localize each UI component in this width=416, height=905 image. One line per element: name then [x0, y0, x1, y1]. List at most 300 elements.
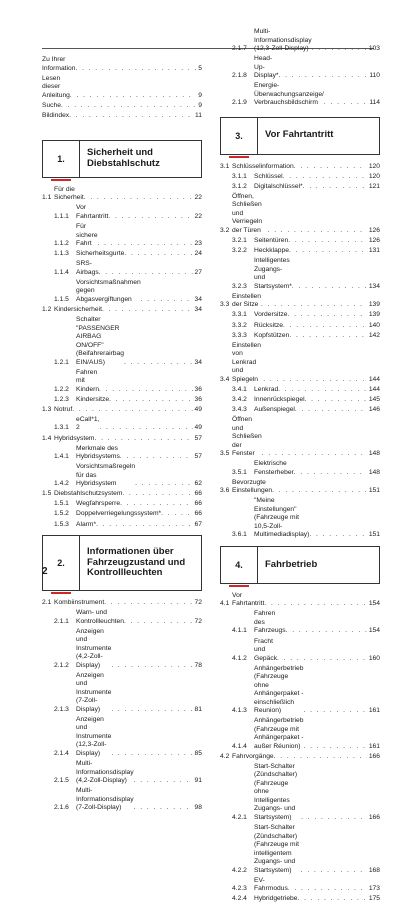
- entry-title: Vor Fahrtantritt: [76, 204, 109, 220]
- entry-page: 22: [194, 212, 202, 220]
- entry-title: Intelligentes Zugangs- und Startsystem*: [254, 257, 292, 290]
- entry-number: 3.5: [220, 450, 230, 458]
- entry-number: 4.2: [220, 752, 230, 760]
- toc-entry[interactable]: [220, 416, 380, 459]
- entry-page: 34: [194, 295, 202, 303]
- entry-page: 121: [368, 182, 380, 190]
- dot-leader: [303, 707, 366, 716]
- chapter-3-entries: [220, 163, 380, 540]
- entry-title: Innenrückspiegel: [254, 395, 305, 403]
- entry-number: 1.2.1: [54, 358, 69, 366]
- toc-entry[interactable]: [42, 510, 202, 519]
- entry-title: Doppelverriegelungssystem*: [76, 510, 162, 518]
- dot-leader: [294, 469, 367, 478]
- toc-entry[interactable]: [42, 521, 202, 530]
- entry-number: 3.4.1: [232, 385, 247, 393]
- toc-entry[interactable]: [42, 787, 202, 813]
- toc-entry[interactable]: [220, 322, 380, 331]
- intro-entries: [42, 56, 202, 120]
- dot-leader: [99, 269, 193, 278]
- toc-entry[interactable]: [220, 396, 380, 405]
- toc-entry[interactable]: [42, 599, 202, 608]
- entry-title: Anzeigen und Instrumente (12,3-Zoll-Display): [76, 715, 112, 757]
- dot-leader: [283, 173, 367, 182]
- toc-entry[interactable]: [220, 460, 380, 477]
- dot-leader: [141, 296, 193, 305]
- dot-leader: [111, 662, 192, 671]
- entry-page: 57: [194, 434, 202, 442]
- dot-leader: [111, 706, 192, 715]
- entry-title: Kombiinstrument: [54, 599, 105, 607]
- entry-title: Energie-Überwachungsanzeige/ Verbrauchsbildschirm: [254, 82, 324, 107]
- entry-page: 146: [368, 406, 380, 413]
- entry-page: 36: [194, 395, 202, 403]
- entry-number: 1.2: [42, 305, 52, 313]
- entry-number: 4.1.3: [232, 707, 247, 715]
- chapter-number: 1.: [43, 141, 80, 177]
- toc-entry[interactable]: [42, 56, 202, 73]
- toc-entry[interactable]: [42, 445, 202, 462]
- toc-entry[interactable]: [220, 895, 380, 904]
- toc-entry[interactable]: [220, 257, 380, 291]
- dot-leader: [69, 112, 193, 121]
- entry-title: Für die Sicherheit: [54, 185, 84, 202]
- entry-page: 151: [368, 531, 380, 539]
- entry-number: 1.1: [42, 194, 52, 202]
- dot-leader: [99, 424, 192, 433]
- dot-leader: [301, 814, 367, 823]
- entry-page: 114: [369, 99, 380, 107]
- entry-title: Anhängerbetrieb (Fahrzeuge ohne Anhängerpaket - einschließlich Reunion): [254, 664, 304, 715]
- toc-entry[interactable]: [220, 237, 380, 246]
- page-number: 2: [42, 566, 48, 577]
- toc-entry[interactable]: [220, 386, 380, 395]
- entry-number: 2.1.9: [232, 99, 247, 107]
- entry-title: Seitentüren: [254, 237, 289, 245]
- entry-title: Zu Ihrer Information: [42, 56, 76, 72]
- dot-leader: [301, 867, 367, 876]
- entry-page: 34: [194, 305, 202, 313]
- toc-entry[interactable]: [220, 753, 380, 762]
- entry-number: 3.4.2: [232, 395, 247, 403]
- entry-page: 62: [194, 480, 202, 488]
- toc-entry[interactable]: [220, 55, 380, 81]
- entry-title: Multi-Informationsdisplay (4,2-Zoll-Display): [76, 760, 134, 785]
- entry-title: Kindersicherheit: [54, 305, 102, 313]
- entry-number: 3.6: [220, 487, 230, 495]
- entry-title: "Meine Einstellungen" (Fahrzeuge mit 10,5-Zoll-Multimediadisplay): [254, 497, 310, 539]
- dot-leader: [309, 531, 366, 540]
- toc-entry[interactable]: [42, 435, 202, 444]
- entry-page: 139: [368, 311, 380, 319]
- entry-title: Warn- und Kontrollleuchten: [76, 609, 124, 625]
- dot-leader: [124, 618, 193, 627]
- toc-entry[interactable]: [220, 183, 380, 192]
- chapter-3-box[interactable]: [220, 117, 380, 155]
- entry-page: 151: [368, 487, 380, 495]
- entry-title: Fahren mit Kindern: [76, 368, 100, 393]
- entry-number: 2.1.1: [54, 617, 69, 625]
- toc-entry[interactable]: [42, 316, 202, 367]
- entry-title: Hybridgetriebe: [254, 895, 298, 903]
- dot-leader: [120, 453, 193, 462]
- dot-leader: [305, 396, 367, 405]
- entry-page: 120: [368, 162, 380, 170]
- chapter-number: 4.: [221, 547, 258, 583]
- toc-entry[interactable]: [220, 342, 380, 385]
- dot-leader: [295, 406, 367, 415]
- entry-number: 3.4.3: [232, 406, 247, 413]
- entry-number: 4.2.2: [232, 866, 247, 874]
- chapter-title: Vor Fahrtantritt: [265, 129, 334, 141]
- dot-leader: [135, 480, 192, 489]
- entry-title: Hybridsystem: [54, 434, 95, 442]
- toc-entry[interactable]: [220, 665, 380, 716]
- dot-leader: [263, 376, 367, 385]
- entry-title: Sicherheitsgurte: [76, 250, 125, 258]
- entry-title: Start-Schalter (Zündschalter) (Fahrzeuge mit intelligentem Zugangs- und Startsystem): [254, 824, 299, 874]
- entry-number: 2.1.2: [54, 661, 69, 669]
- entry-number: 1.5.2: [54, 510, 69, 518]
- entry-title: Anzeigen und Instrumente (7-Zoll-Display): [76, 671, 112, 713]
- entry-number: 4.2.4: [232, 895, 247, 903]
- entry-number: 3.3: [220, 301, 230, 309]
- toc-entry[interactable]: [220, 173, 380, 182]
- entry-page: 168: [368, 866, 380, 874]
- entry-number: 3.1: [220, 162, 230, 170]
- continued-entries: [220, 28, 380, 108]
- dot-leader: [286, 627, 367, 636]
- dot-leader: [72, 406, 192, 415]
- dot-leader: [289, 247, 367, 256]
- toc-entry[interactable]: [42, 186, 202, 203]
- entry-title: Bildindex: [42, 111, 70, 119]
- toc-entry[interactable]: [42, 112, 202, 121]
- entry-number: 2.1.3: [54, 705, 69, 713]
- entry-number: 1.5.1: [54, 500, 69, 508]
- entry-title: Head-Up-Display*: [254, 55, 279, 80]
- entry-page: 144: [368, 385, 380, 393]
- entry-number: 2.1.7: [232, 45, 247, 52]
- entry-number: 2.1: [42, 599, 52, 607]
- entry-number: 1.3.1: [54, 424, 69, 432]
- entry-page: 49: [194, 424, 202, 432]
- toc-entry[interactable]: [220, 497, 380, 540]
- entry-title: Vorsichtsmaßnahmen gegen Abgasvergiftungen: [76, 278, 141, 303]
- dot-leader: [102, 306, 193, 315]
- dot-leader: [98, 240, 193, 249]
- entry-number: 3.2.3: [232, 282, 247, 290]
- entry-number: 2.1.6: [54, 804, 69, 812]
- entry-page: 175: [368, 895, 380, 903]
- entry-title: Anhängerbetrieb (Fahrzeuge mit Anhängerpaket - außer Réunion): [254, 717, 304, 750]
- entry-page: 166: [368, 813, 380, 821]
- entry-page: 66: [194, 510, 202, 518]
- entry-title: Fracht und Gepäck: [254, 637, 278, 662]
- entry-page: 27: [194, 268, 202, 276]
- entry-number: 3.3.2: [232, 321, 247, 329]
- entry-page: 160: [368, 654, 380, 662]
- toc-entry[interactable]: [42, 406, 202, 415]
- toc-entry[interactable]: [220, 311, 380, 320]
- toc-entry[interactable]: [42, 490, 202, 499]
- dot-leader: [75, 65, 196, 74]
- dot-leader: [268, 227, 367, 236]
- toc-entry[interactable]: [42, 223, 202, 249]
- toc-entry[interactable]: [42, 75, 202, 101]
- toc-entry[interactable]: [220, 332, 380, 341]
- entry-title: Öffnen, Schließen und Verriegeln der Türen: [232, 192, 263, 234]
- dot-leader: [292, 283, 367, 292]
- toc-entry[interactable]: [220, 638, 380, 664]
- entry-page: 161: [368, 742, 380, 750]
- toc-entry[interactable]: [42, 760, 202, 786]
- entry-page: 161: [368, 707, 380, 715]
- dot-leader: [272, 487, 367, 496]
- chapter-title: Informationen über Fahrzeugzustand und Kontrollleuchten: [87, 546, 186, 579]
- toc-entry[interactable]: [42, 250, 202, 259]
- toc-entry[interactable]: [42, 369, 202, 395]
- entry-title: Digitalschlüssel*: [254, 182, 303, 190]
- entry-page: 103: [368, 45, 380, 52]
- entry-title: Wegfahrsperre: [76, 500, 121, 508]
- entry-title: Lenkrad: [254, 385, 279, 393]
- entry-page: 142: [368, 331, 380, 339]
- dot-leader: [84, 194, 193, 203]
- entry-title: EV-Fahrmodus: [254, 876, 288, 893]
- entry-title: Kopfstützen: [254, 331, 290, 339]
- entry-title: Fahrvorgänge: [232, 752, 274, 760]
- entry-number: 4.1: [220, 600, 230, 608]
- dot-leader: [120, 500, 192, 509]
- entry-page: 98: [194, 804, 202, 812]
- entry-number: 3.3.1: [232, 311, 247, 319]
- entry-number: 1.1.2: [54, 240, 69, 248]
- dot-leader: [303, 183, 367, 192]
- entry-page: 154: [368, 600, 380, 608]
- entry-title: Schlüsselinformation: [232, 162, 294, 170]
- entry-title: Merkmale des Hybridsystems: [76, 444, 120, 461]
- entry-number: 1.2.2: [54, 385, 69, 393]
- dot-leader: [124, 250, 192, 259]
- dot-leader: [111, 750, 192, 759]
- entry-number: 1.1.5: [54, 295, 69, 303]
- entry-title: Multi-Informationsdisplay (7-Zoll-Display): [76, 787, 134, 812]
- dot-leader: [95, 435, 193, 444]
- toc-entry[interactable]: [220, 877, 380, 894]
- dot-leader: [283, 322, 367, 331]
- chapter-1-box[interactable]: [42, 140, 202, 178]
- toc-entry[interactable]: [220, 406, 380, 415]
- entry-number: 4.1.2: [232, 654, 247, 662]
- dot-leader: [99, 386, 193, 395]
- dot-leader: [288, 237, 367, 246]
- dot-leader: [261, 301, 367, 310]
- entry-title: Öffnen und Schließen der Fenster: [232, 416, 262, 458]
- entry-page: 67: [194, 520, 202, 528]
- dot-leader: [288, 885, 367, 894]
- dot-leader: [122, 490, 192, 499]
- dot-leader: [289, 332, 367, 341]
- entry-page: 24: [194, 250, 202, 258]
- entry-page: 126: [368, 237, 380, 245]
- dot-leader: [134, 804, 193, 813]
- entry-number: 4.2.1: [232, 813, 247, 821]
- toc-entry[interactable]: [42, 279, 202, 305]
- toc-entry[interactable]: [220, 717, 380, 751]
- entry-page: 81: [194, 705, 202, 713]
- entry-title: Bevorzugte Einstellungen: [232, 478, 273, 495]
- entry-title: Vorsichtsmaßregeln für das Hybridsystem: [76, 463, 136, 488]
- entry-page: 23: [194, 240, 202, 248]
- toc-entry[interactable]: [220, 610, 380, 636]
- entry-page: 131: [368, 247, 380, 255]
- entry-title: SRS-Airbags: [76, 260, 99, 276]
- chapter-2-entries: [42, 599, 202, 813]
- toc-entry[interactable]: [42, 672, 202, 715]
- entry-number: 3.1.1: [232, 172, 247, 180]
- entry-title: Alarm*: [76, 520, 97, 528]
- dot-leader: [277, 655, 367, 664]
- toc-entry[interactable]: [42, 628, 202, 671]
- dot-leader: [312, 45, 367, 54]
- entry-page: 9: [198, 91, 202, 99]
- entry-page: 9: [198, 101, 202, 109]
- toc-entry[interactable]: [42, 204, 202, 221]
- entry-page: 110: [369, 72, 380, 80]
- entry-number: 1.4: [42, 434, 52, 442]
- toc-entry[interactable]: [220, 163, 380, 172]
- dot-leader: [124, 359, 193, 368]
- entry-title: Für sichere Fahrt: [76, 223, 98, 248]
- entry-page: 72: [194, 599, 202, 607]
- dot-leader: [70, 92, 196, 101]
- entry-title: Suche: [42, 101, 61, 109]
- entry-title: Anzeigen und Instrumente (4,2-Zoll-Display): [76, 627, 112, 669]
- entry-page: 36: [194, 385, 202, 393]
- entry-number: 3.2.2: [232, 247, 247, 255]
- toc-entry[interactable]: [220, 824, 380, 875]
- entry-title: Einstellen der Sitze: [232, 292, 261, 309]
- entry-number: 4.2.3: [232, 885, 247, 893]
- dot-leader: [161, 510, 192, 519]
- toc-entry[interactable]: [42, 500, 202, 509]
- entry-title: Kindersitze: [76, 395, 110, 403]
- toc-right-column: [220, 28, 380, 905]
- entry-number: 3.4: [220, 375, 230, 383]
- entry-number: 1.1.3: [54, 250, 69, 258]
- entry-number: 3.3.3: [232, 331, 247, 339]
- chapter-4-entries: [220, 592, 380, 904]
- toc-entry[interactable]: [220, 247, 380, 256]
- dot-leader: [109, 396, 192, 405]
- chapter-number: 3.: [221, 118, 258, 154]
- entry-title: Vordersitze: [254, 311, 288, 319]
- entry-page: 148: [368, 468, 380, 476]
- toc-entry[interactable]: [220, 28, 380, 54]
- entry-number: 1.4.2: [54, 480, 69, 488]
- entry-page: 166: [368, 752, 380, 760]
- toc-entry[interactable]: [220, 82, 380, 108]
- toc-entry[interactable]: [220, 479, 380, 496]
- toc-entry[interactable]: [42, 463, 202, 489]
- entry-title: Schlüssel: [254, 172, 283, 180]
- dot-leader: [96, 521, 192, 530]
- entry-page: 140: [368, 321, 380, 329]
- entry-page: 134: [368, 282, 380, 290]
- entry-title: Lesen dieser Anleitung: [42, 74, 70, 99]
- chapter-title: Sicherheit und Diebstahlschutz: [87, 147, 160, 169]
- entry-title: Elektrische Fensterheber: [254, 460, 294, 476]
- toc-entry[interactable]: [220, 763, 380, 823]
- chapter-title: Fahrbetrieb: [265, 558, 318, 570]
- toc-entry[interactable]: [42, 609, 202, 626]
- entry-number: 2.1.4: [54, 749, 69, 757]
- toc-entry[interactable]: [42, 416, 202, 433]
- entry-title: Diebstahlschutzsystem: [54, 490, 123, 498]
- toc-entry[interactable]: [42, 260, 202, 277]
- entry-page: 49: [194, 405, 202, 413]
- entry-number: 1.2.3: [54, 395, 69, 403]
- entry-title: Multi-Informationsdisplay (12,3-Zoll-Display): [254, 28, 312, 52]
- toc-entry[interactable]: [220, 592, 380, 609]
- entry-page: 85: [194, 749, 202, 757]
- toc-left-column: [42, 56, 202, 814]
- entry-page: 120: [368, 172, 380, 180]
- entry-number: 3.5.1: [232, 468, 247, 476]
- entry-page: 72: [194, 617, 202, 625]
- entry-number: 4.1.1: [232, 627, 247, 635]
- entry-page: 144: [368, 375, 380, 383]
- entry-number: 3.6.1: [232, 531, 247, 539]
- entry-page: 66: [194, 490, 202, 498]
- entry-number: 2.1.8: [232, 72, 247, 80]
- dot-leader: [134, 777, 193, 786]
- toc-entry[interactable]: [220, 293, 380, 310]
- dot-leader: [303, 743, 366, 752]
- dot-leader: [287, 311, 366, 320]
- toc-entry[interactable]: [42, 396, 202, 405]
- entry-page: 173: [368, 885, 380, 893]
- entry-page: 22: [194, 194, 202, 202]
- entry-title: Vor Fahrtantritt: [232, 591, 265, 608]
- entry-page: 34: [194, 358, 202, 366]
- toc-entry[interactable]: [42, 716, 202, 759]
- dot-leader: [274, 753, 367, 762]
- entry-page: 57: [194, 453, 202, 461]
- entry-title: Notruf: [54, 405, 73, 413]
- chapter-4-box[interactable]: [220, 546, 380, 584]
- dot-leader: [108, 213, 192, 222]
- toc-entry[interactable]: [220, 193, 380, 236]
- entry-number: 4.1.4: [232, 742, 247, 750]
- dot-leader: [61, 102, 196, 111]
- entry-title: Schalter "PASSENGER AIRBAG ON/OFF" (Beifahrerairbag EIN/AUS): [76, 316, 124, 366]
- entry-page: 66: [194, 500, 202, 508]
- dot-leader: [298, 895, 367, 904]
- toc-entry[interactable]: [42, 102, 202, 111]
- entry-title: Heckklappe: [254, 247, 289, 255]
- entry-number: 1.3: [42, 405, 52, 413]
- entry-title: Einstellen von Lenkrad und Spiegeln: [232, 341, 261, 383]
- chapter-2-box[interactable]: [42, 535, 202, 591]
- entry-number: 1.4.1: [54, 453, 69, 461]
- entry-page: 126: [368, 226, 380, 234]
- entry-title: Fahren des Fahrzeugs: [254, 610, 286, 635]
- dot-leader: [104, 599, 192, 608]
- toc-entry[interactable]: [42, 306, 202, 315]
- entry-title: eCall*1, 2: [76, 415, 100, 432]
